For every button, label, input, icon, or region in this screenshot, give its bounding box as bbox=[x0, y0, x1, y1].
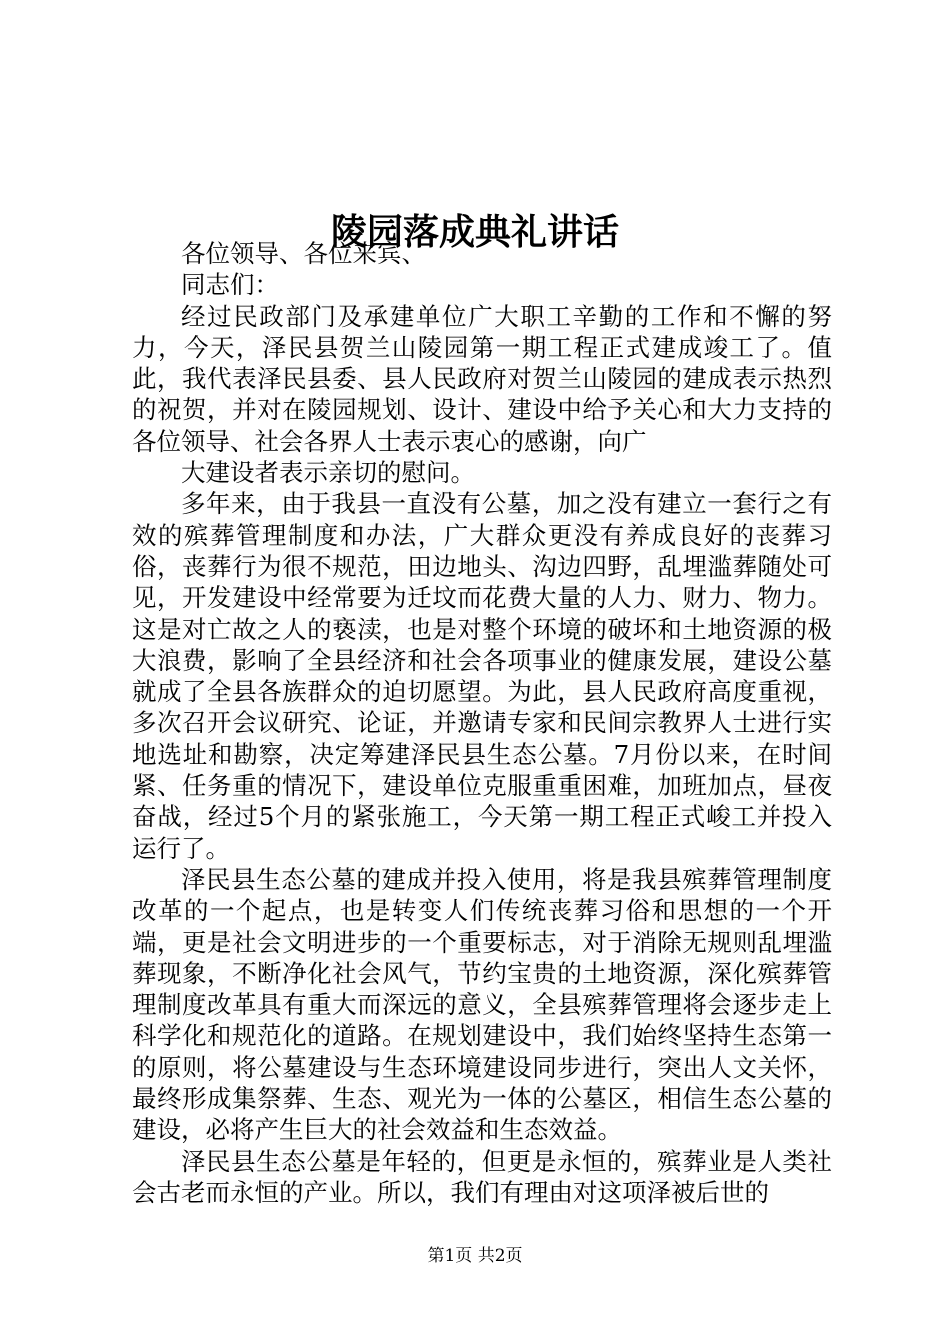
body-paragraph: 大建设者表示亲切的慰问。 bbox=[181, 458, 475, 488]
page-title: 陵园落成典礼讲话 bbox=[330, 211, 619, 254]
body-paragraph: 经过民政部门及承建单位广大职工辛勤的工作和不懈的努力，今天，泽民县贺兰山陵园第一期工程正式建成竣工了。值此，我代表泽民县委、县人民政府对贺兰山陵园的建成表示热烈的祝贺，并对在陵园规划、设计、建设中给予关心和大力支持的各位领导、社会各界人士表示衷心的感谢，向广 bbox=[132, 301, 832, 456]
body-paragraph: 多年来，由于我县一直没有公墓，加之没有建立一套行之有效的殡葬管理制度和办法，广大群众更没有养成良好的丧葬习俗，丧葬行为很不规范，田边地头、沟边四野，乱埋滥葬随处可见，开发建设中经常要为迁坟而花费大量的人力、财力、物力。这是对亡故之人的亵渎，也是对整个环境的破坏和土地资源的极大浪费，影响了全县经济和社会各项事业的健康发展，建设公墓就成了全县各族群众的迫切愿望。为此，县人民政府高度重视，多次召开会议研究、论证，并邀请专家和民间宗教界人士进行实地选址和勘察，决定筹建泽民县生态公墓。7月份以来，在时间紧、任务重的情况下，建设单位克服重重困难，加班加点，昼夜奋战，经过5个月的紧张施工，今天第一期工程正式峻工并投入运行了。 bbox=[132, 489, 832, 863]
page-footer: 第1页 共2页 bbox=[427, 1246, 523, 1266]
salutation-line: 各位领导、各位来宾、 bbox=[181, 239, 426, 268]
body-paragraph: 泽民县生态公墓的建成并投入使用，将是我县殡葬管理制度改革的一个起点，也是转变人们传统丧葬习俗和思想的一个开端，更是社会文明进步的一个重要标志，对于消除无规则乱埋滥葬现象，不断净化社会风气，节约宝贵的土地资源，深化殡葬管理制度改革具有重大而深远的意义，全县殡葬管理将会逐步走上科学化和规范化的道路。在规划建设中，我们始终坚持生态第一的原则，将公墓建设与生态环境建设同步进行，突出人文关怀，最终形成集祭葬、生态、观光为一体的公墓区，相信生态公墓的建设，必将产生巨大的社会效益和生态效益。 bbox=[132, 864, 832, 1145]
document-body bbox=[132, 238, 832, 1208]
body-paragraph: 泽民县生态公墓是年轻的，但更是永恒的，殡葬业是人类社会古老而永恒的产业。所以，我们有理由对这项泽被后世的 bbox=[132, 1146, 832, 1207]
salutation-line: 同志们： bbox=[181, 270, 279, 300]
